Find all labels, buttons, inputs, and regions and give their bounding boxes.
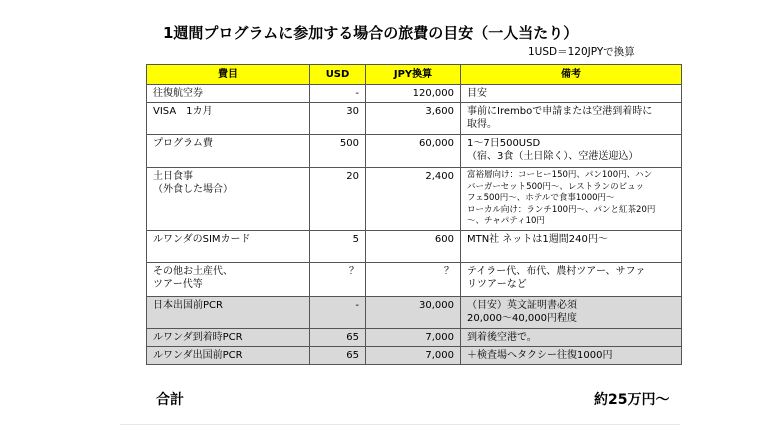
cell-usd: ？ [310, 262, 366, 296]
cell-item: 往復航空券 [147, 85, 310, 103]
cell-note: MTN社 ネットは1週間240円～ [461, 230, 682, 262]
cell-usd: 20 [310, 168, 366, 231]
cell-note: テイラー代、布代、農村ツアー、サファ リツアーなど [461, 262, 682, 296]
header-notes: 備考 [461, 65, 682, 85]
cell-note: 1～7日500USD （宿、3食（土日除く）、空港送迎込） [461, 135, 682, 168]
table-row [147, 135, 682, 168]
cell-item: その他お土産代、 ツアー代等 [147, 262, 310, 296]
cell-note: 到着後空港で。 [461, 328, 682, 346]
cell-note: ＋検査場へタクシー往復1000円 [461, 346, 682, 364]
total-label: 合計 [156, 392, 184, 408]
cell-usd: 65 [310, 328, 366, 346]
cell-item: プログラム費 [147, 135, 310, 168]
cell-usd: - [310, 85, 366, 103]
header-usd: USD [310, 65, 366, 85]
table-header-row [147, 65, 682, 85]
cell-jpy: 60,000 [366, 135, 461, 168]
table-row [147, 168, 682, 231]
divider [120, 424, 680, 425]
table-row [147, 103, 682, 135]
cell-item: ルワンダ到着時PCR [147, 328, 310, 346]
cell-usd: 5 [310, 230, 366, 262]
cell-item: VISA 1カ月 [147, 103, 310, 135]
cell-jpy: 2,400 [366, 168, 461, 231]
header-jpy: JPY換算 [366, 65, 461, 85]
table-row [147, 346, 682, 364]
cell-jpy: ？ [366, 262, 461, 296]
cell-note: 富裕層向け：コーヒー150円、パン100円、ハン バーガーセット500円～、レストランのビュッ フェ500円～、ホテルで食事1000円～ ローカル向け：ランチ100円～、パンと紅茶20円 ～、チャパティ10円 [461, 168, 682, 231]
cell-item: ルワンダ出国前PCR [147, 346, 310, 364]
exchange-rate-note: 1USD＝120JPYで換算 [528, 46, 635, 58]
cost-table [146, 64, 682, 365]
cell-item: 土日食事 （外食した場合） [147, 168, 310, 231]
cell-jpy: 7,000 [366, 328, 461, 346]
page-title: 1週間プログラムに参加する場合の旅費の目安（一人当たり） [163, 24, 579, 42]
total-value: 約25万円～ [594, 392, 670, 408]
cell-note: （目安）英文証明書必須 20,000～40,000円程度 [461, 296, 682, 328]
table-row [147, 85, 682, 103]
header-item: 費目 [147, 65, 310, 85]
table-row [147, 230, 682, 262]
table-row [147, 328, 682, 346]
cell-usd: - [310, 296, 366, 328]
cell-usd: 500 [310, 135, 366, 168]
cell-note: 目安 [461, 85, 682, 103]
cell-item: 日本出国前PCR [147, 296, 310, 328]
cell-jpy: 600 [366, 230, 461, 262]
cell-usd: 65 [310, 346, 366, 364]
table-row [147, 296, 682, 328]
cell-usd: 30 [310, 103, 366, 135]
table-row [147, 262, 682, 296]
cell-jpy: 7,000 [366, 346, 461, 364]
cell-jpy: 120,000 [366, 85, 461, 103]
cell-jpy: 3,600 [366, 103, 461, 135]
cell-item: ルワンダのSIMカード [147, 230, 310, 262]
cell-note: 事前にIremboで申請または空港到着時に 取得。 [461, 103, 682, 135]
cell-jpy: 30,000 [366, 296, 461, 328]
